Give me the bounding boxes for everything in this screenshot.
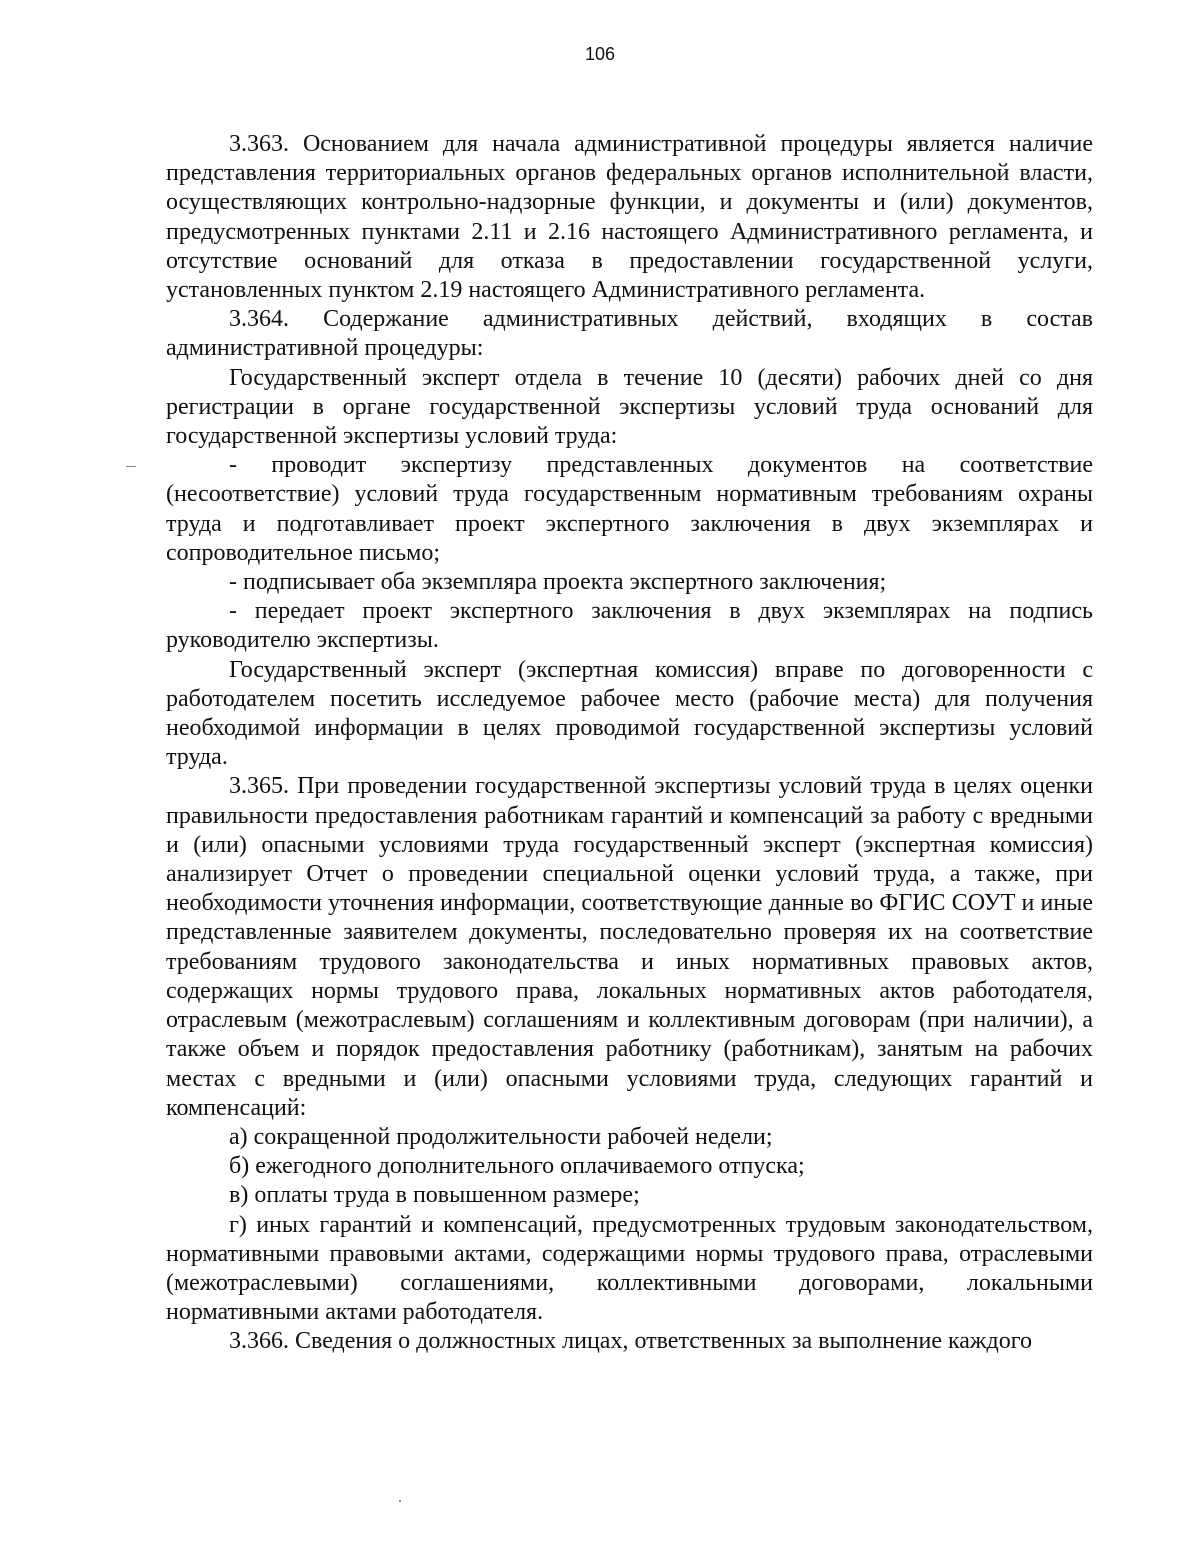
paragraph-expert-duties-intro: Государственный эксперт отдела в течение 10 (десяти) рабочих дней со дня регистрации в органе государственной экспертизы условий труда оснований для государственной экспертизы условий труда: [166, 364, 1093, 450]
paragraph-3-364: 3.364. Содержание административных действий, входящих в состав административной процедуры: [166, 306, 1093, 362]
list-item-conducts-expertise: - проводит экспертизу представленных документов на соответствие (несоответствие) условий труда государственным нормативным требованиям охраны труда и подготавливает проект экспертного заключения в двух экземплярах и сопроводительное письмо; [166, 452, 1093, 566]
paragraph-3-363: 3.363. Основанием для начала административной процедуры является наличие представления территориальных органов федеральных органов исполнительной власти, осуществляющих контрольно-надзорные функции, и документы и (или) документов, предусмотренных пунктами 2.11 и 2.16 настоящего Административного регламента, и отсутствие оснований для отказа в предоставлении государственной услуги, установленных пунктом 2.19 настоящего Административного регламента. [166, 131, 1093, 304]
scan-artifact-left [126, 466, 136, 467]
list-item-g: г) иных гарантий и компенсаций, предусмотренных трудовым законодательством, нормативными правовыми актами, содержащими нормы трудового права, отраслевыми (межотраслевыми) соглашениями, коллективными договорами, локальными нормативными актами работодателя. [166, 1211, 1093, 1326]
document-body [166, 130, 1093, 1357]
paragraph-3-366: 3.366. Сведения о должностных лицах, ответственных за выполнение каждого [229, 1328, 1032, 1355]
list-item-b: б) ежегодного дополнительного оплачиваемого отпуска; [229, 1153, 805, 1180]
list-item-signs-copies: - подписывает оба экземпляра проекта экспертного заключения; [229, 569, 887, 596]
page-number: 106 [584, 44, 616, 64]
list-item-transfers-for-signature: - передает проект экспертного заключения в двух экземплярах на подпись руководителю экспертизы. [166, 598, 1093, 654]
scan-artifact-bottom [399, 1500, 401, 1502]
list-item-v: в) оплаты труда в повышенном размере; [229, 1182, 640, 1209]
paragraph-3-365: 3.365. При проведении государственной экспертизы условий труда в целях оценки правильности предоставления работникам гарантий и компенсаций за работу с вредными и (или) опасными условиями труда государственный эксперт (экспертная комиссия) анализирует Отчет о проведении специальной оценки условий труда, а также, при необходимости уточнения информации, соответствующие данные во ФГИС СОУТ и иные представленные заявителем документы, последовательно проверяя их на соответствие требованиям трудового законодательства и иных нормативных правовых актов, содержащих нормы трудового права, локальных нормативных актов работодателя, отраслевым (межотраслевым) соглашениям и коллективным договорам (при наличии), а также объем и порядок предоставления работнику (работникам), занятым на рабочих местах с вредными и (или) опасными условиями труда, следующих гарантий и компенсаций: [166, 773, 1093, 1121]
paragraph-workplace-visit: Государственный эксперт (экспертная комиссия) вправе по договоренности с работодателем посетить исследуемое рабочее место (рабочие места) для получения необходимой информации в целях проводимой государственной экспертизы условий труда. [166, 656, 1093, 771]
list-item-a: а) сокращенной продолжительности рабочей недели; [229, 1123, 773, 1150]
